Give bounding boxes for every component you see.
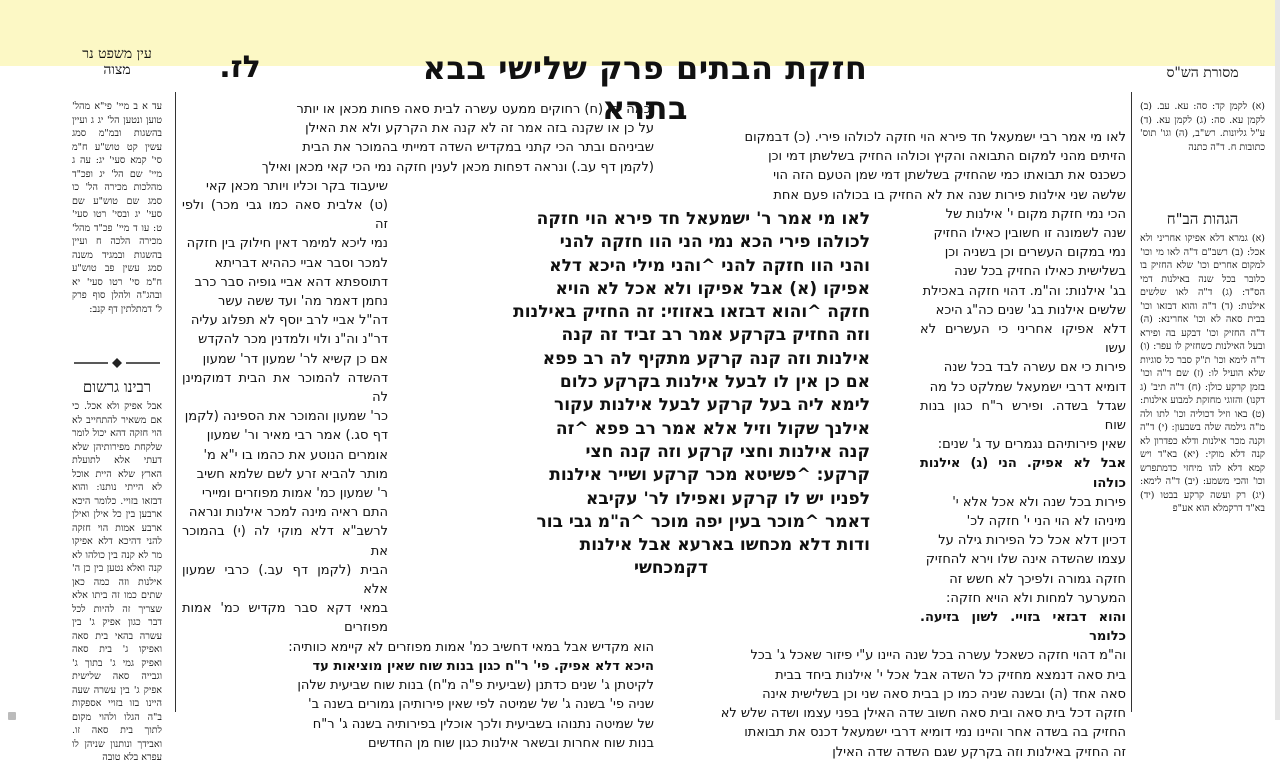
rashi-line: שלשים אילנות בג' שנים כה"ג היכא xyxy=(935,302,1126,318)
tosafot-line: הוא מקדיש אבל במאי דחשיב כמ' אמות מפוזרים לא קיימא כוותיה: xyxy=(288,639,654,655)
gemara-line: אילנות וזה קנה קרקע מתקיף לה רב פפא xyxy=(542,348,870,369)
gemara-line: אפיקו (א) אבל אפיקו ולא אכל לא הויא xyxy=(555,278,870,299)
gemara-line: לכולהו פירי הכא נמי הני הוו חזקה להני xyxy=(559,232,870,253)
tosafot-line: (לקמן דף עב.) ונראה דפחות מכאן לענין חזקה נמי הכי קאי מכאן ואילך xyxy=(261,159,654,175)
rashi-line: שנה לשמונה זו חשובין כאילו החזיק xyxy=(933,226,1126,242)
rashi-line: דלא אפיקו אחריני כי העשרים לא עשו xyxy=(920,322,1126,357)
tosafot-line: דף סג.) אמר רבי מאיר ור' שמעון xyxy=(206,428,388,444)
rashi-line: בג' אילנות: וה"מ. דהוי חזקה באכילת xyxy=(922,283,1126,299)
gemara-line: קרקע: ^פשיטא מכר קרקע ושייר אילנות xyxy=(549,465,870,486)
gemara-line: אם כן אין לו לבעל אילנות בקרקע כלום xyxy=(559,372,870,393)
tosafot-line: הבית (לקמן דף עב.) כרבי שמעון אלא xyxy=(182,562,388,598)
tosafot-line: היכא דלא אפיק. פי' ר"ח כגון בנות שוח שאין מוציאות עד xyxy=(312,658,654,674)
rashi-line: הזיתים מהני למקום התבואה והקיץ וכולהו החזיק בשלשתן דמי וכן xyxy=(768,149,1126,165)
tosafot-line: על כן או שקנה בזה אמר זה לא קנה את הקרקע ולא את האילן xyxy=(305,121,654,137)
tosafot-line: דהשדה להמוכר את הבית דמוקמינן לה xyxy=(182,370,388,406)
folio-number: לז. xyxy=(219,50,261,85)
tosafot-line: כר' שמעון והמוכר את הספינה (לקמן xyxy=(184,409,388,425)
gemara-line: חזקה ^והוא דבזאו באזוזי: זה החזיק באילנות xyxy=(513,302,870,323)
tosafot-line: של שמיטה נתנוהו בשביעית ולכך אוכלין בפירותיה בשנה ג' ר"ח xyxy=(312,716,654,732)
tosafot-line: ר' שמעון כמ' אמות מפוזרים ומיירי xyxy=(201,486,388,502)
page-title: חזקת הבתים פרק שלישי בבא בתרא xyxy=(422,49,868,127)
rashi-line: והוא דבזאי בזויי. לשון בזיעה. כלומר xyxy=(920,610,1126,645)
rashi-line: נמי במקום העשרים וכן בשניה וכן xyxy=(944,245,1126,261)
ornament-divider-icon xyxy=(72,357,162,369)
gemara-line: לאו מי אמר ר' ישמעאל חד פירא הוי חזקה xyxy=(536,209,870,229)
tosafot-line: דתוספתא דהא אביי גופיה סבר כרב xyxy=(194,274,388,290)
tosafot-line: נחמן דאמר מה' ועד ששה עשר xyxy=(218,294,388,310)
gemara-line: ודות דלא מכחשו בארעא אבל אילנות xyxy=(579,535,870,556)
rashi-line: דכיון דלא אכל כל הפירות גילה על xyxy=(938,533,1126,549)
tosafot-line: למכר וסבר אביי כההיא דבריתא xyxy=(214,255,388,271)
gemara-line: אילנך שקול וזיל אלא אמר רב פפא ^זה xyxy=(555,418,870,439)
rashi-line: סאה אחד (ה) ובשנה שניה כמו כן בבית סאה שני וכן בשלישית אינה xyxy=(762,686,1126,702)
gemara-line: והני הוו חזקה להני ^והני מילי היכא דלא xyxy=(549,255,870,276)
hagahot-habach-label: הגהות הב"ח xyxy=(1166,210,1239,228)
gemara-text xyxy=(472,208,870,590)
rashi-line: דומיא דרבי ישמעאל שמלקט כל מה xyxy=(929,379,1126,395)
gemara-line: לימא ליה בעל קרקע לבעל אילנות עקור xyxy=(553,395,870,416)
ein-mishpat-text: עד א ב מיי' פי"א מהל' טוען ונטען הל' יג ג ועיין בהשגות ובמ"מ סמג עשין קט טוש"ע ח"מ סי' קמא סעי' יג: עה ג מיי' שם הל' יג ופכ"ד מהלכות מכירה הל' כו סמג שם טוש"ע שם סעי' יג ובסי' רטו סעי' ט: עו ד מיי' פכ"ד מהל' מכירה הלכה ח ועיין בהשגות ובמגיד משנה סמג עשין פב טוש"ע ח"מ סי' רטו סעי' יא ובהג"ה ולהלן סוף פרק ל' דמתלתין דף קנב: xyxy=(72,101,162,315)
masoret-hashas-label: מסורת הש"ס xyxy=(1166,65,1239,81)
rashi-line: המערער למחות ולא הויא חזקה: xyxy=(946,590,1126,606)
rashi-line: חזקה גמורה ולפיכך לא חשש זה xyxy=(949,571,1126,587)
gemara-line: לפניו יש לו קרקע ואפילו לר' עקיבא xyxy=(586,488,870,509)
rashi-line: שאין פירותיהם נגמרים עד ג' שנים: xyxy=(937,437,1126,453)
tosafot-line: התם ראיה מינה למכר אילנות ונראה xyxy=(188,505,388,521)
rashi-line: עצמו שהשדה אינה שלו וירא להחזיק xyxy=(925,552,1126,568)
tosafot-line: לרשב"א דלא מוקי לה (י) בהמוכר את xyxy=(182,524,388,559)
rashi-line: פירות כי אם עשרה לבד בכל שנה xyxy=(943,360,1126,376)
tosafot-line: שיעבוד בקר וכליו ויותר מכאן קאי xyxy=(205,178,388,194)
rashi-line: אבל לא אפיק. הני (ג) אילנות כולהו xyxy=(920,456,1126,491)
tosafot-line: שניה פי' בשנה ג' של שמיטה לפי שאין פירותיהן גמורים בשנה ב' xyxy=(308,697,654,713)
tosafot-line: (ט) אלבית סאה כמו גבי מכר) ולפי זה xyxy=(182,198,388,233)
tosafot-line: דר"נ וה"נ ולוי ולמדנין מכר להקדש xyxy=(198,332,388,348)
rashi-line: פירות בכל שנה ולא אכל אלא י' xyxy=(952,494,1126,510)
rashi-line: שלשה שני אילנות פירות שנה את לא החזיק בו בכולהו פעם אחת xyxy=(773,187,1126,203)
rashi-line: שגדל בשדה. ופירש ר"ח כגון בנות שוח xyxy=(920,398,1126,434)
rashi-line: בית סאה דנמצא מחזיק כל השדה אבל אכל י' אילנות ביחד בבית xyxy=(775,667,1126,683)
masoret-text: (א) לקמן קד: סה: עא. עב. (ב) לקמן עא. סה: (ג) לקמן עא. (ד) ע"ל גליונות. רש"ב, (ה) וגו' תוס' כתובות ח. ד"ה כתנה xyxy=(1140,101,1265,153)
tosafot-line: דה"ל אביי לרב יוסף לא תפלוג עליה xyxy=(190,313,388,329)
rashi-line: זה החזיק באילנות וזה בקרקע שגם השדה שדה האילן xyxy=(832,744,1126,760)
rashi-line: לאו מי אמר רבי ישמעאל חד פירא הוי חזקה לכולהו פירי. (כ) דבמקום xyxy=(744,130,1126,145)
gemara-line: דאמר ^מוכר בעין יפה מוכר ^ה"מ גבי בור xyxy=(536,511,870,532)
tosafot-line: מותר להביא זרע לשם שלמא חשיב xyxy=(196,466,388,482)
tosafot-line: אומרים הנוטע את כהמו בו י"א מ' xyxy=(203,447,388,463)
rashi-line: חזקה דכל בית סאה ובית סאה חשוב שדה האילן בפני עצמו ושדה שלש לא xyxy=(720,706,1126,722)
rashi-line: החזיק בה בשדה אחר והיינו נמי דומיא דרבי ישמעאל דכנס את תבואתו xyxy=(744,725,1126,741)
tosafot-line: במאי דקא סבר מקדיש כמ' אמות מפוזרים xyxy=(182,601,388,636)
rashi-line: הכי נמי חזקת מקום י' אילנות של xyxy=(945,206,1126,222)
tosafot-line: וכמה יהו (ח) רחוקים ממעט עשרה לבית סאה פחות מכאן או יותר xyxy=(296,102,654,117)
hagahot-text: (א) גמרא דלא אפיקו אחריני ולא אכל: (ב) רשב"ם ד"ה לאו מי וכו' למקום אחרים וכו' שלא החזיק בו כלובר בכל שנה באילנות דמי הס"ד: (ג) ד"ה לאו שלשים אילנות: (ד) ד"ה והוא דבזאו וכו' בבית סאה לא וכו' אחרינא: (ה) ד"ה החזיק וכו' דבקע בה ופירא ובעל האילנות כשחזיק לו עפר: (ו) ד"ה לימא וכו' ת"ק סבר כל סוגיות שלא הועיל לו: (ז) שם ד"ה וכו' בזמן קרקע כולן: (ח) ד"ה תיב' (ג דקנו) והזוגי מחזקת למבוע אילנות: (ט) באו וזיל דכוליה וכו' לתו ולה מ"ה גילמה שלה בשבעון: (י) ד"ה וקנה מכר אילנות ודלא כפדרון לא קנה דלא מוקי: (יא) בא"ד ויש קמא דלא להו מיחזי כדמתפרש וכו' והכי משמע: (יב) ד"ה לימא: (יג) רק ועשה קרקע בבטו (יד) בא"ד דרקמלא הוא אע"פ xyxy=(1140,233,1265,514)
tosafot-line: אם כן קשיא לר' שמעון דר' שמעון xyxy=(202,351,388,367)
ein-mishpat-label: עין משפט נר מצוה xyxy=(82,46,152,78)
gemara-line: קנה אילנות וחצי קרקע וזה קנה חצי xyxy=(585,441,870,462)
rashi-line: בשלישית כאילו החזיק בכל שנה xyxy=(954,264,1126,280)
corner-marker xyxy=(8,712,16,720)
tosafot-line: נמי ליכא למימר דאין חילוק בין חזקה xyxy=(186,236,388,252)
divider-right xyxy=(1131,92,1132,712)
gemara-line: דקמכחשי xyxy=(633,558,709,579)
rabbeinu-gershom-text: אבל אפיק ולא אכל. כי אם משאיר להתחייב לא הוי חזקה דהא יכול לומר שלקחת מפירותיהן שלא דעתי אלא לתועלת הארץ שלא היית אוכל לא הייתי נותנו: והוא דבזאו בזויי. כלומר היכא ארבען בין כל אילן ואילן ארבע אמות הוי חזקה להני דהיכא דלא אפיקו מר לא קנה בין כולהו לא קנה ואלא נטען בין כן ה' אילנות וזה כמה כאן שתים כמו זה ביתו אלא שצריך זה להיות לכל דבר כגון אפיק ג' בין עשרה בהאי בית סאה ואפיקו ג' בית סאה ואפיק גמי ג' בתוך ג' וגבייה סאה שלישית אפיק ג' בין עשרה שעה היינו בזו בזויי אספקות ב"ה הגלו ולהוי מקום לתוך בית סאה זו. ואבידך ונותנון שניהן לו עפרא בלא טובה xyxy=(72,401,162,763)
page-scrollbar[interactable] xyxy=(1275,0,1280,720)
gemara-line: וזה החזיק בקרקע אמר רב זביד זה קנה xyxy=(561,325,870,346)
rashi-line: כשכנס את תבואתו כמי שהחזיק בשלשתן דמי שמן הטעם הזה הוי xyxy=(773,168,1126,184)
rashi-line: וה"מ דהוי חזקה כשאכל עשרה בכל שנה היינו ע"י פיזור שאכל ג' בכל xyxy=(750,648,1126,664)
rashi-line: מיניהו לא הוי הני י' חזקה לכ' xyxy=(966,514,1126,530)
rabbeinu-gershom-label: רבינו גרשום xyxy=(82,378,152,396)
tosafot-line: שביניהם ובתר הכי קתני במקדיש השדה דמייתי בהמוכר את הבית xyxy=(302,140,654,156)
tosafot-line: בנות שוח אחרות ובשאר אילנות כגון שוח מן החדשים xyxy=(367,735,654,751)
tosafot-line: לקיטתן ג' שנים כדתנן (שביעית פ"ה מ"ח) בנות שוח שביעית שלהן xyxy=(297,678,654,694)
divider-left xyxy=(175,92,176,712)
